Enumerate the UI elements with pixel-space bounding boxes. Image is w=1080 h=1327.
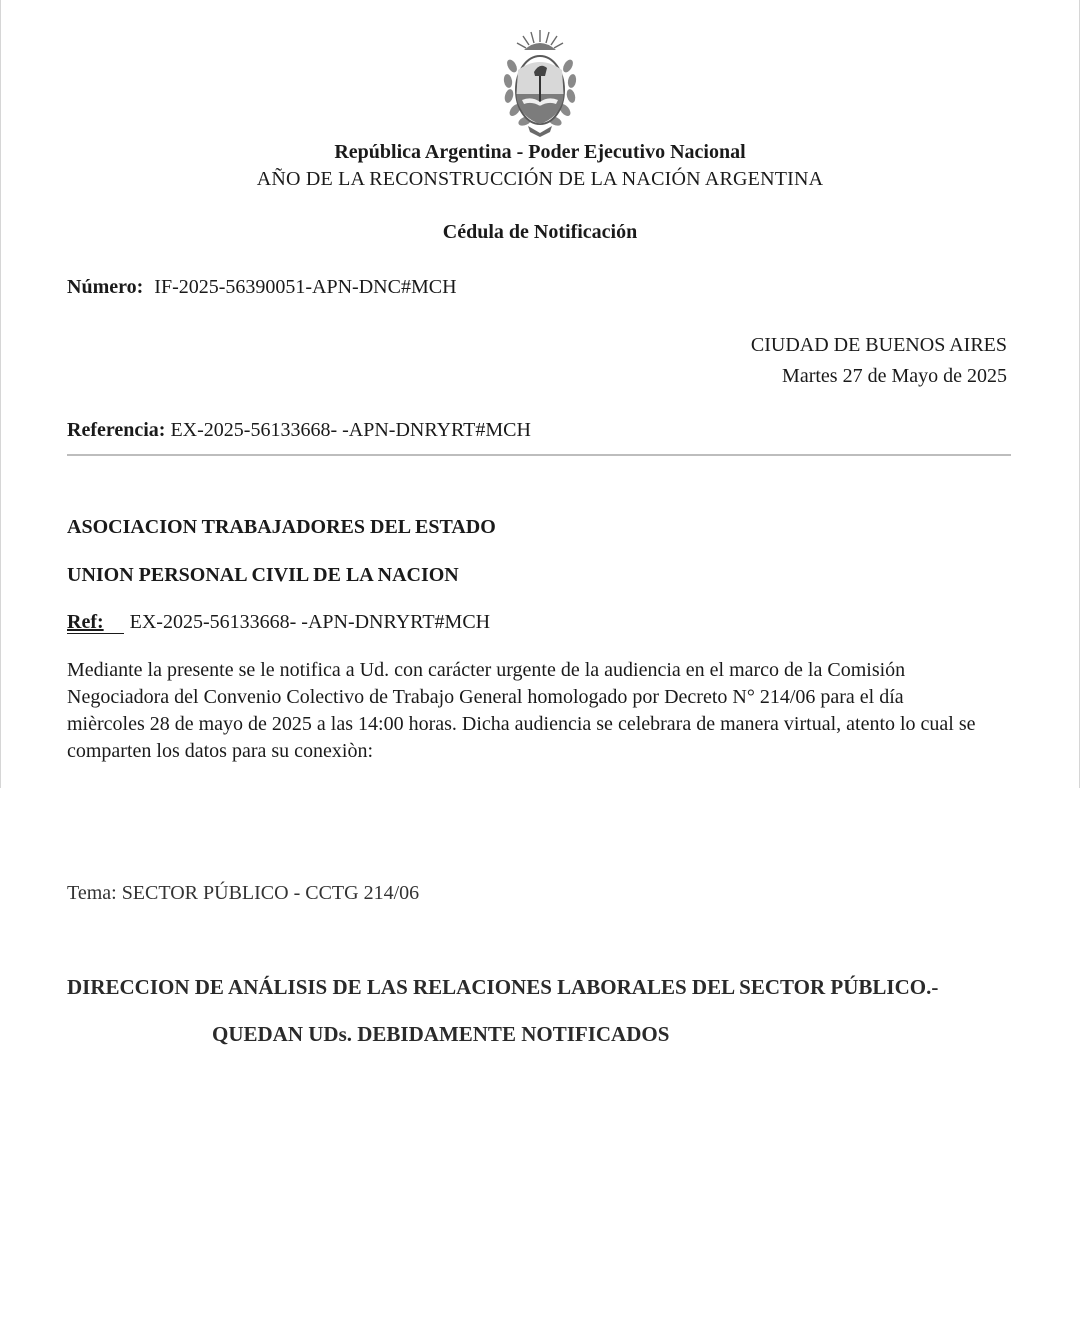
numero-line	[67, 276, 457, 299]
body-line: Mediante la presente se le notifica a Ud. con carácter urgente de la audiencia en el marco de la Comisión	[67, 659, 906, 681]
body-line: mièrcoles 28 de mayo de 2025 a las 14:00 horas. Dicha audiencia se celebrara de manera virtual, atento lo cual se	[67, 713, 976, 735]
argentina-coat-of-arms-icon	[500, 26, 580, 138]
city: CIUDAD DE BUENOS AIRES	[750, 334, 1007, 356]
numero-label: Número:	[67, 276, 144, 298]
issuer-title: República Argentina - Poder Ejecutivo Nacional	[334, 141, 746, 163]
tema-line: Tema: SECTOR PÚBLICO - CCTG 214/06	[67, 882, 420, 904]
direccion-signature: DIRECCION DE ANÁLISIS DE LAS RELACIONES LABORALES DEL SECTOR PÚBLICO.-	[67, 975, 939, 999]
date: Martes 27 de Mayo de 2025	[782, 365, 1007, 387]
year-motto: AÑO DE LA RECONSTRUCCIÓN DE LA NACIÓN ARGENTINA	[256, 168, 824, 190]
notification-body	[67, 657, 1015, 765]
recipient-upcn: UNION PERSONAL CIVIL DE LA NACION	[67, 564, 459, 586]
ref-value: EX-2025-56133668- -APN-DNRYRT#MCH	[129, 611, 491, 633]
body-line: Negociadora del Convenio Colectivo de Trabajo General homologado por Decreto N° 214/06 para el día	[67, 686, 904, 708]
notified-statement: QUEDAN UDs. DEBIDAMENTE NOTIFICADOS	[212, 1022, 670, 1046]
numero-value: IF-2025-56390051-APN-DNC#MCH	[154, 276, 457, 298]
recipient-ate: ASOCIACION TRABAJADORES DEL ESTADO	[67, 516, 496, 538]
referencia-value: EX-2025-56133668- -APN-DNRYRT#MCH	[170, 419, 531, 441]
referencia-line	[67, 419, 531, 442]
ref-line	[67, 611, 490, 634]
body-line: comparten los datos para su conexiòn:	[67, 740, 374, 762]
divider	[67, 454, 1011, 456]
ref-label: Ref:	[67, 612, 124, 634]
referencia-label: Referencia:	[67, 419, 166, 441]
document-title: Cédula de Notificación	[442, 221, 638, 243]
